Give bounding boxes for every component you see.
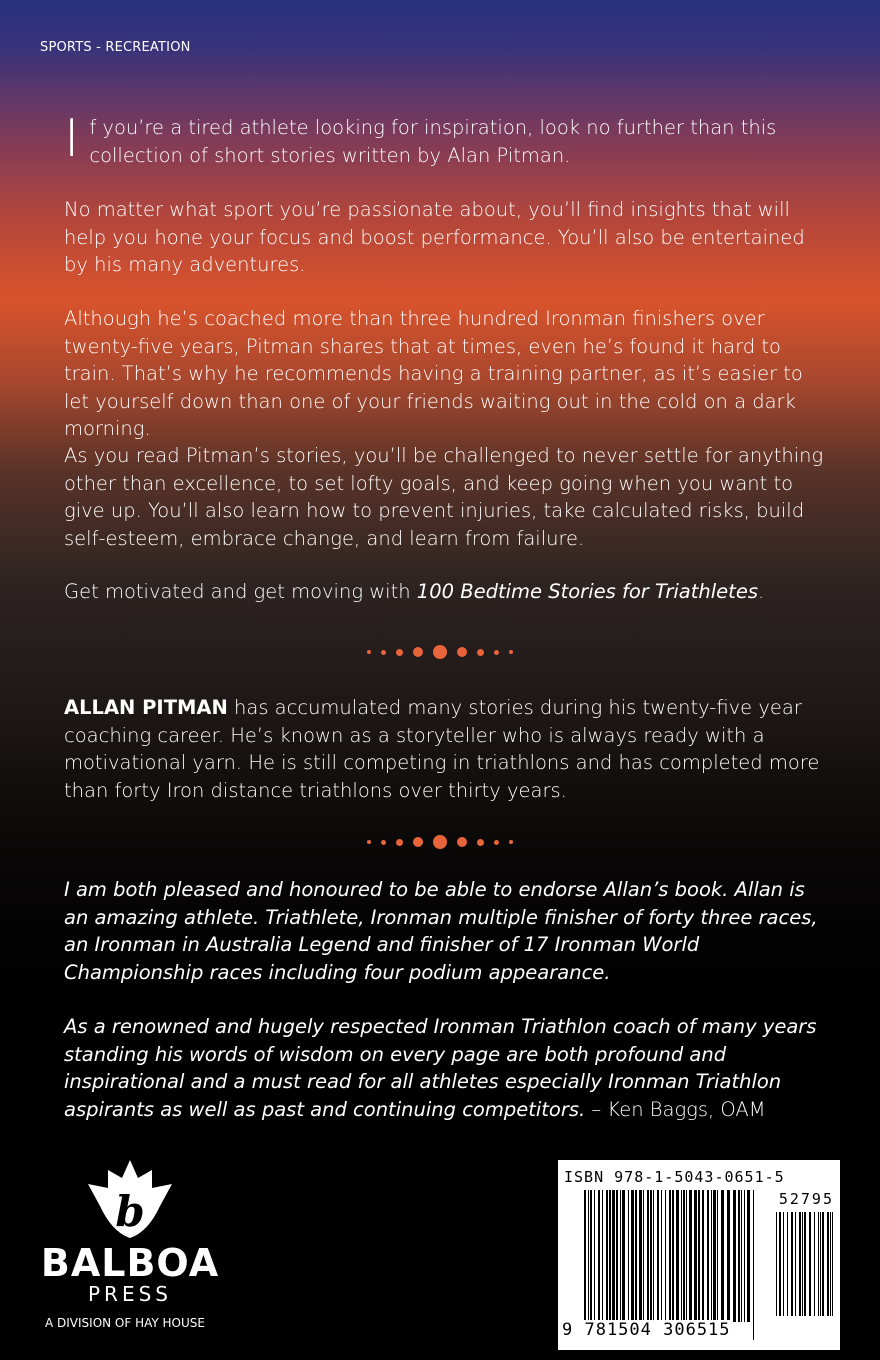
blurb-paragraph-3: Although he’s coached more than three hundred Ironman finishers over twenty-five years, Pitman shares that at times, even he’s found it hard to train. That’s why he recommends having a training partner, as it’s easier to let yourself down than one of your friends waiting out in the cold on a dark morning.: [64, 307, 803, 440]
divider-dots: [0, 835, 880, 849]
divider-dot: [477, 839, 484, 846]
drop-cap: I: [64, 109, 80, 169]
barcode-bar: [713, 1190, 716, 1322]
barcode-bar: [738, 1190, 740, 1322]
barcode-bar: [590, 1190, 592, 1322]
divider-dots: [0, 645, 880, 659]
divider-dot: [457, 647, 467, 657]
endorsement-paragraph-2: [64, 1013, 824, 1123]
barcode-bar: [814, 1212, 815, 1316]
barcode-bar: [717, 1190, 718, 1322]
book-title: 100 Bedtime Stories for Triathletes: [416, 580, 758, 603]
barcode-bar: [776, 1212, 777, 1316]
divider-dot: [433, 835, 447, 849]
barcode-bar: [802, 1212, 803, 1316]
barcode-bar: [616, 1190, 618, 1322]
blurb-paragraph-5: [64, 578, 824, 606]
barcode-bar: [657, 1190, 659, 1322]
divider-dot: [509, 650, 513, 654]
barcode-bar: [698, 1190, 700, 1322]
barcode-bar: [594, 1190, 595, 1322]
barcode-bar: [702, 1190, 704, 1322]
barcode-bar: [753, 1190, 754, 1340]
barcode-bar: [822, 1212, 824, 1316]
price-code: 52795: [778, 1190, 834, 1208]
text: As a renowned and hugely respected Ironman Triathlon coach of many years standing his words of wisdom on every page are both profound and inspirational and a must read for all athletes especially Ironman Triathlon aspirants as well as past and continuing competitors.: [64, 1015, 817, 1121]
divider-dot: [367, 650, 371, 654]
author-bio-text: has accumulated many stories during his twenty-five year coaching career. He’s known as a storyteller who is always ready with a motivational yarn. He is still competing in triathlons and has completed more than forty Iron distance triathlons over thirty years.: [64, 696, 820, 802]
barcode-bar: [787, 1212, 788, 1316]
barcode-bar: [818, 1212, 819, 1316]
barcode-bar: [681, 1190, 682, 1322]
barcode-bar: [744, 1190, 745, 1322]
divider-dot: [477, 649, 484, 656]
barcode-bar: [669, 1190, 671, 1340]
barcode-bar: [809, 1212, 811, 1316]
divider-dot: [413, 647, 423, 657]
publisher-name: BALBOA: [40, 1241, 220, 1285]
svg-text:b: b: [115, 1187, 145, 1236]
barcode-bar: [620, 1190, 621, 1322]
barcode-bar: [694, 1190, 697, 1322]
divider-dot: [433, 645, 447, 659]
barcode-bar: [799, 1212, 801, 1316]
barcode-bar: [612, 1190, 615, 1322]
barcode-bar: [598, 1190, 600, 1322]
barcode-bar: [609, 1190, 611, 1322]
barcode-bar: [635, 1190, 637, 1322]
barcode-bar: [643, 1190, 644, 1322]
divider-dot: [494, 650, 499, 655]
text: Get motivated and get moving with: [64, 580, 417, 603]
barcode-bar: [647, 1190, 649, 1322]
isbn-barcode: [558, 1160, 840, 1350]
barcode-bar: [711, 1190, 712, 1322]
author-name: ALLAN PITMAN: [64, 696, 228, 719]
isbn-text: ISBN 978-1-5043-0651-5: [564, 1168, 785, 1186]
barcode-bar: [584, 1190, 586, 1340]
barcode-bar: [741, 1190, 742, 1322]
divider-dot: [509, 840, 513, 844]
divider-dot: [396, 839, 403, 846]
blurb-paragraph-1: [64, 109, 824, 169]
barcode-bar: [827, 1212, 829, 1316]
endorsement-attribution: – Ken Baggs, OAM: [585, 1097, 766, 1121]
divider-dot: [367, 840, 371, 844]
barcode-bar: [747, 1190, 750, 1322]
ean-number: 9 781504 306515: [562, 1320, 731, 1340]
category-label: SPORTS - RECREATION: [40, 40, 191, 55]
divider-dot: [396, 649, 403, 656]
divider-dot: [494, 840, 499, 845]
divider-dot: [413, 837, 423, 847]
barcode-bar: [661, 1190, 662, 1322]
barcode-bar: [606, 1190, 608, 1322]
text: .: [757, 580, 765, 603]
barcode-bar: [602, 1190, 603, 1322]
divider-dot: [457, 837, 467, 847]
barcode-bar: [795, 1212, 796, 1316]
barcode-bar: [665, 1190, 666, 1322]
barcode-bar: [830, 1212, 831, 1316]
barcode-bar: [653, 1190, 654, 1322]
publisher-logo: [40, 1160, 220, 1330]
barcode-bar: [639, 1190, 642, 1322]
publisher-division: A DIVISION OF HAY HOUSE: [44, 1316, 205, 1330]
endorsement-paragraph-1: I am both pleased and honoured to be able to endorse Allan’s book. Allan is an amazing athlete. Triathlete, Ironman multiple finisher of forty three races, an Ironman in Australia Legend and finisher of 17 Ironman World Championship races including four podium appearance.: [64, 878, 818, 984]
barcode-bar: [628, 1190, 629, 1322]
barcode-bar: [672, 1190, 674, 1322]
divider-dot: [381, 650, 386, 655]
publisher-sub: PRESS: [88, 1282, 172, 1306]
barcode-bar: [804, 1212, 806, 1316]
barcode-bar: [689, 1190, 692, 1322]
barcode-bar: [721, 1190, 724, 1322]
barcode-bar: [588, 1190, 589, 1322]
barcode-bar: [686, 1190, 687, 1322]
blurb-paragraph-2: No matter what sport you’re passionate about, you’ll find insights that will help you hone your focus and boost performance. You’ll also be entertained by his many adventures.: [64, 198, 805, 276]
barcode-bar: [622, 1190, 625, 1322]
divider-dot: [381, 840, 386, 845]
barcode-bar: [783, 1212, 784, 1316]
blurb-text: f you’re a tired athlete looking for inspiration, look no further than this collection of short stories written by Alan Pitman.: [89, 116, 777, 167]
barcode-bar: [820, 1212, 821, 1316]
barcode-bar: [707, 1190, 709, 1322]
barcode-bar: [676, 1190, 679, 1322]
barcode-bar: [631, 1190, 634, 1322]
blurb-paragraph-4: As you read Pitman’s stories, you’ll be challenged to never settle for anything other than excellence, to set lofty goals, and keep going when you want to give up. You’ll also learn how to prevent injuries, take calculated risks, build self-esteem, embrace change, and learn from failure.: [64, 444, 824, 550]
barcode-bar: [791, 1212, 793, 1316]
barcode-bar: [779, 1212, 781, 1316]
barcode-bar: [733, 1190, 736, 1322]
lotus-icon: [80, 1160, 180, 1240]
author-bio: [64, 694, 824, 804]
barcode-bar: [727, 1190, 730, 1322]
barcode-bar: [683, 1190, 685, 1322]
barcode-bar: [650, 1190, 652, 1322]
barcode-bar: [832, 1212, 833, 1316]
